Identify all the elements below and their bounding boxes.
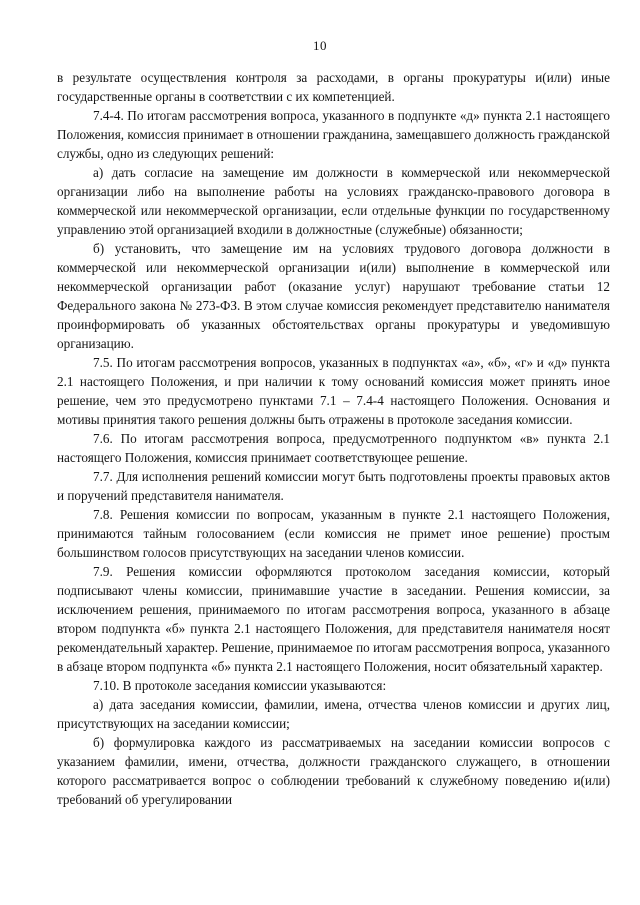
paragraph: 7.8. Решения комиссии по вопросам, указанным в пункте 2.1 настоящего Положения, принимаются тайным голосованием (если комиссия не примет иное решение) простым большинством голосов присутствующих на заседании членов комиссии.: [57, 507, 610, 560]
paragraph: 7.4-4. По итогам рассмотрения вопроса, указанного в подпункте «д» пункта 2.1 настоящего Положения, комиссия принимает в отношении гражданина, замещавшего должность гражданской службы, одно из следующих решений:: [57, 108, 610, 161]
paragraph: 7.5. По итогам рассмотрения вопросов, указанных в подпунктах «а», «б», «г» и «д» пункта 2.1 настоящего Положения, и при наличии к тому оснований комиссия может принять иное решение, чем это предусмотрено пунктами 7.1 – 7.4-4 настоящего Положения. Основания и мотивы принятия такого решения должны быть отражены в протоколе заседания комиссии.: [57, 355, 610, 427]
paragraph: 7.6. По итогам рассмотрения вопроса, предусмотренного подпунктом «в» пункта 2.1 настоящего Положения, комиссия принимает соответствующее решение.: [57, 431, 610, 465]
paragraph: 7.10. В протоколе заседания комиссии указываются:: [93, 678, 387, 693]
paragraph: а) дата заседания комиссии, фамилии, имена, отчества членов комиссии и других лиц, присутствующих на заседании комиссии;: [57, 697, 610, 731]
paragraph: 7.7. Для исполнения решений комиссии могут быть подготовлены проекты правовых актов и поручений представителя нанимателя.: [57, 469, 610, 503]
paragraph: а) дать согласие на замещение им должности в коммерческой или некоммерческой организации либо на выполнение работы на условиях гражданско-правового договора в коммерческой или некоммерческой организации, если отдельные функции по государственному управлению этой организацией входили в должностные (служебные) обязанности;: [57, 165, 610, 237]
paragraph: в результате осуществления контроля за расходами, в органы прокуратуры и(или) иные государственные органы в соответствии с их компетенцией.: [57, 70, 610, 104]
document-body: [57, 68, 610, 809]
paragraph: б) установить, что замещение им на условиях трудового договора должности в коммерческой или некоммерческой организации и(или) выполнение в коммерческой или некоммерческой организации работ (оказание услуг) нарушают требование статьи 12 Федерального закона № 273-ФЗ. В этом случае комиссия рекомендует представителю нанимателя проинформировать об указанных обстоятельствах органы прокуратуры и уведомившую организацию.: [57, 241, 610, 351]
page-number: 10: [313, 38, 327, 53]
paragraph: б) формулировка каждого из рассматриваемых на заседании комиссии вопросов с указанием фамилии, имени, отчества, должности гражданского служащего, в отношении которого рассматривается вопрос о соблюдении требований к служебному поведению и(или) требований об урегулировании: [57, 735, 610, 807]
paragraph: 7.9. Решения комиссии оформляются протоколом заседания комиссии, который подписывают члены комиссии, принимавшие участие в заседании. Решения комиссии, за исключением решения, принимаемого по итогам рассмотрения вопроса, указанного в абзаце втором подпункта «б» пункта 2.1 настоящего Положения, для представителя нанимателя носят рекомендательный характер. Решение, принимаемое по итогам рассмотрения вопроса, указанного в абзаце втором подпункта «б» пункта 2.1 настоящего Положения, носит обязательный характер.: [57, 564, 610, 674]
